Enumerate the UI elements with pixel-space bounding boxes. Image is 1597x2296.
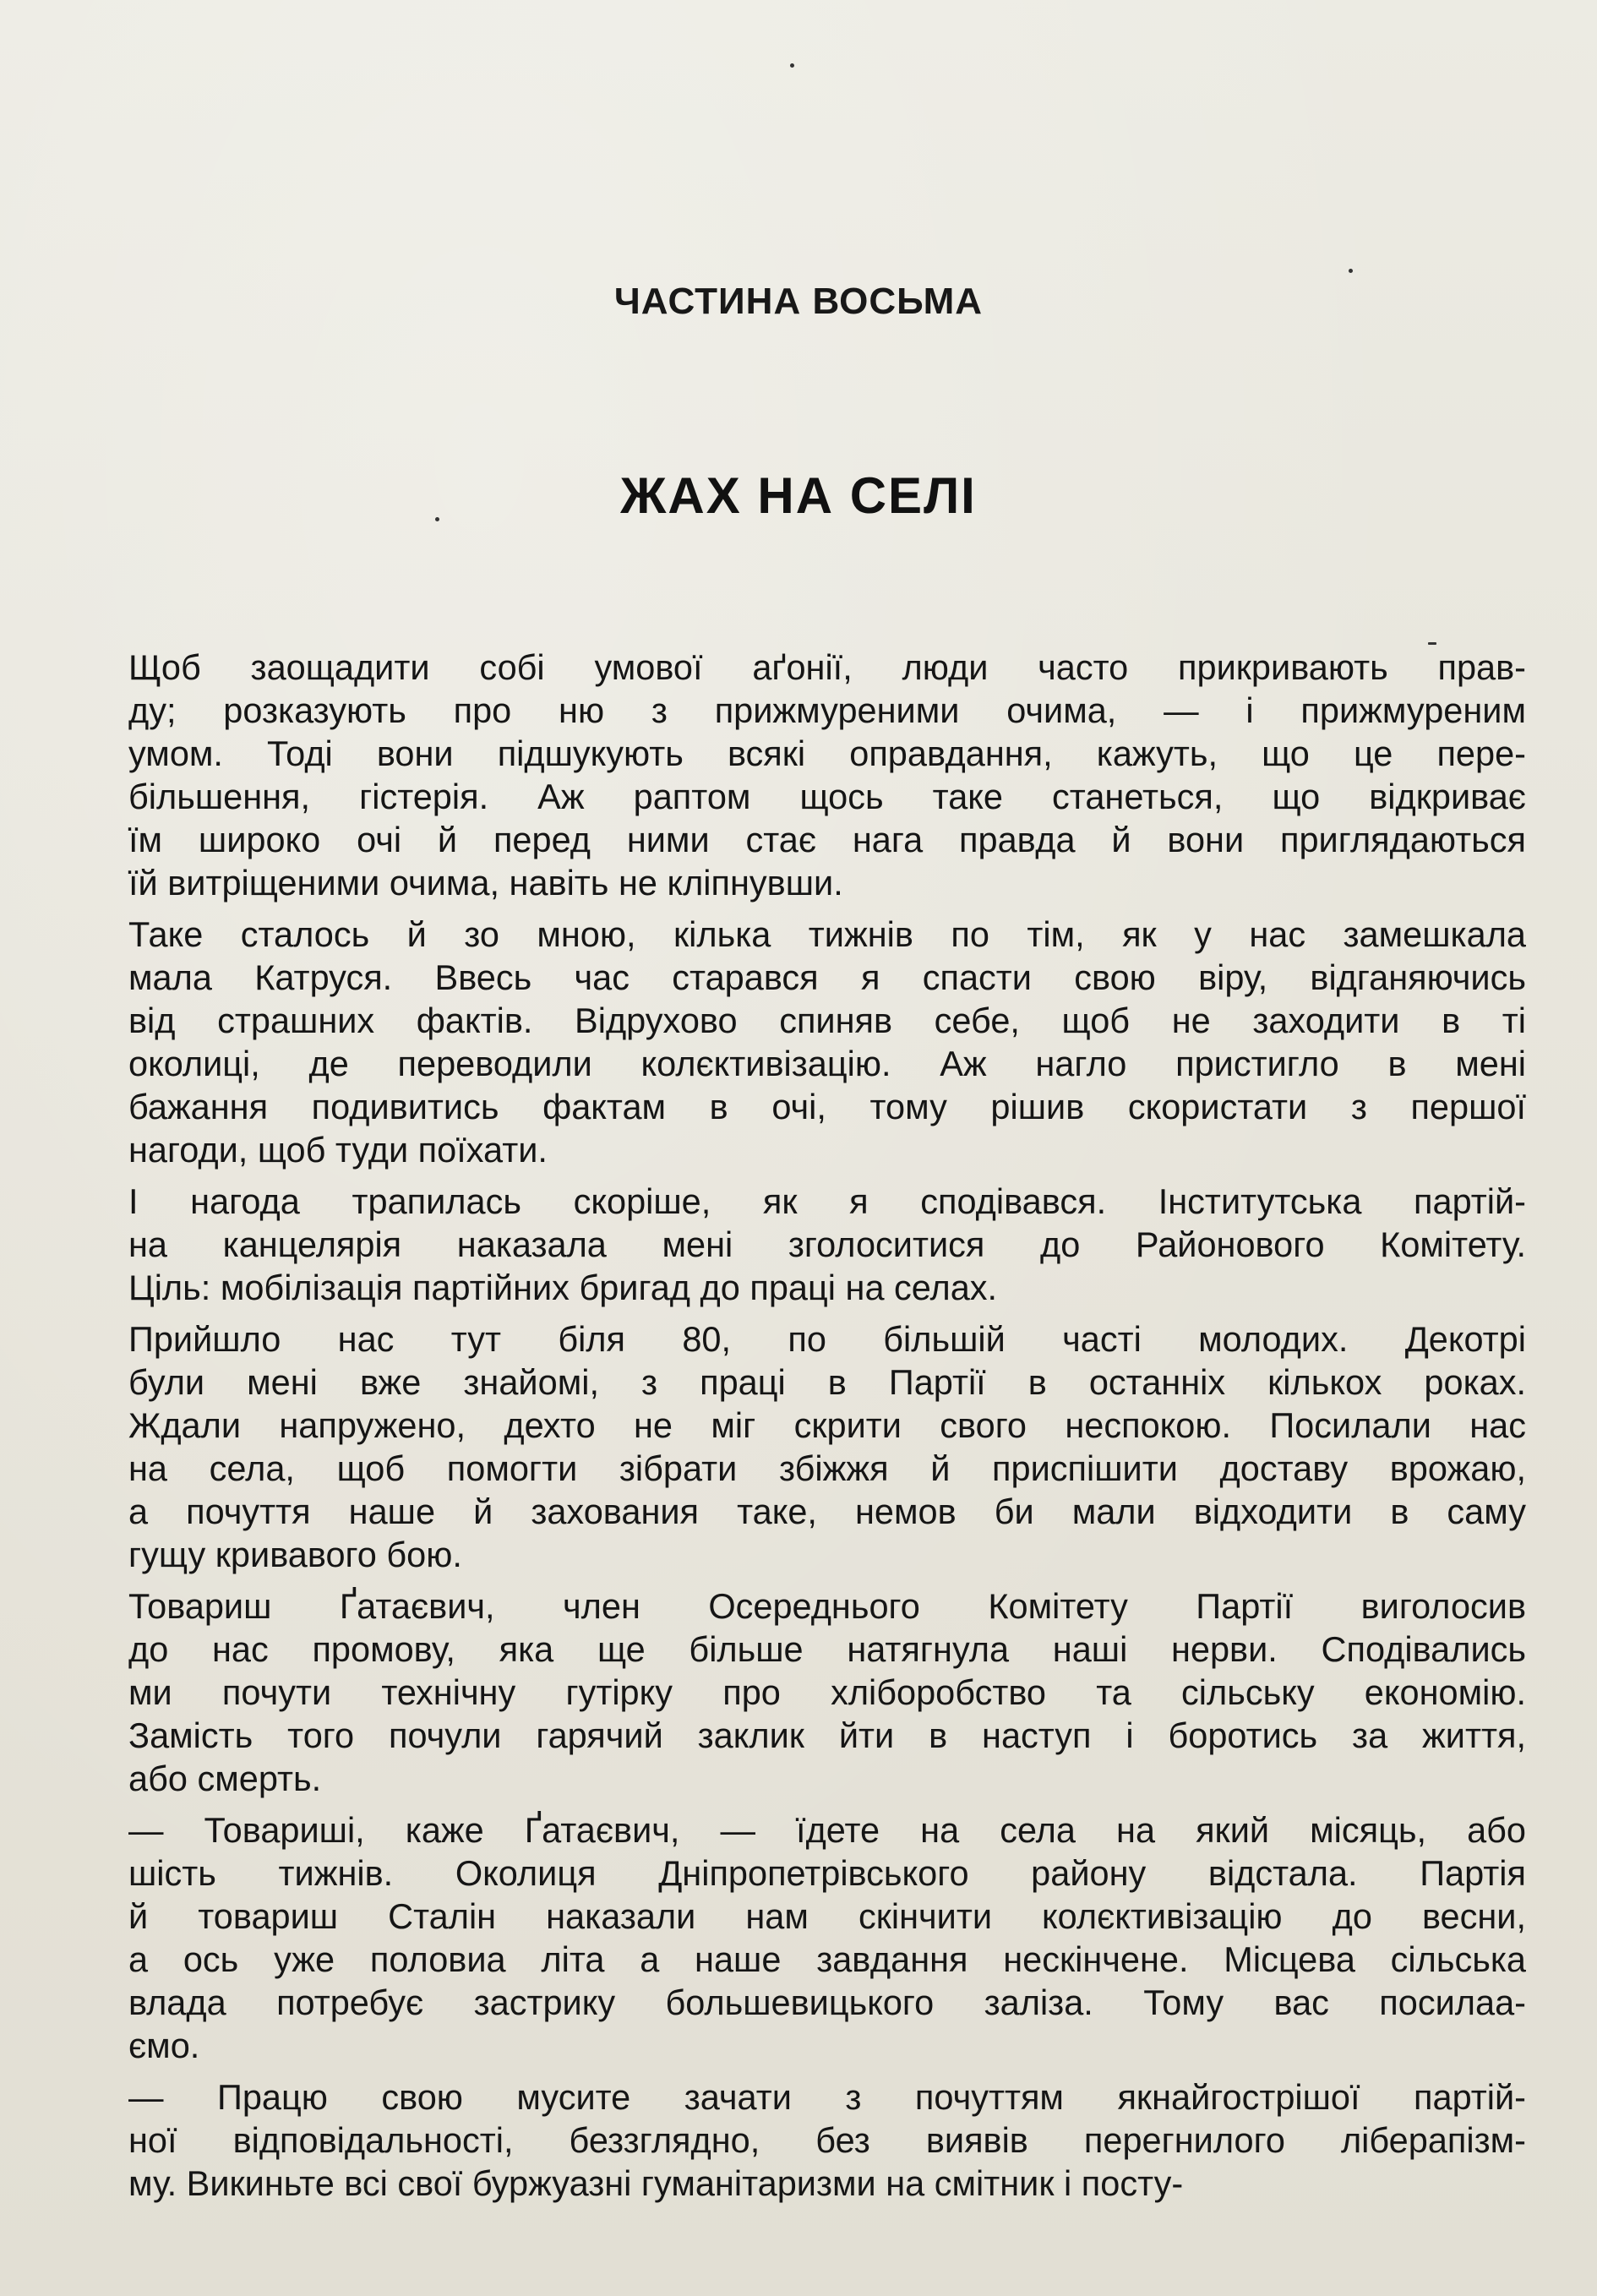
paragraph	[128, 2075, 1526, 2205]
paragraph	[128, 646, 1526, 904]
text-line: шість тижнів. Околиця Дніпропетрівського району відстала. Партія	[128, 1853, 1526, 1893]
text-line: а почуття наше й захования таке, немов би мали відходити в саму	[128, 1492, 1526, 1531]
print-speck	[790, 63, 794, 68]
text-line: їй витріщеними очима, навіть не кліпнувши.	[128, 863, 843, 903]
text-line: на канцелярія наказала мені зголоситися до Районового Комітету.	[128, 1224, 1526, 1264]
text-line: їм широко очі й перед ними стає нага правда й вони приглядаються	[128, 820, 1526, 859]
paragraph	[128, 1317, 1526, 1576]
text-line: гущу кривавого бою.	[128, 1535, 462, 1574]
text-line: Ціль: мобілізація партійних бригад до праці на селах.	[128, 1268, 998, 1307]
text-line: більшення, гістерія. Аж раптом щось таке станеться, що відкриває	[128, 777, 1526, 816]
text-line: ємо.	[128, 2026, 200, 2065]
text-line: були мені вже знайомі, з праці в Партії в останніх кількох роках.	[128, 1362, 1526, 1402]
chapter-title: ЖАХ НА СЕЛІ	[620, 467, 977, 524]
text-line: бажання подивитись фактам в очі, тому рішив скористати з першої	[128, 1087, 1526, 1126]
text-line: Прийшло нас тут біля 80, по більшій часті молодих. Декотрі	[128, 1319, 1526, 1359]
body-text	[128, 646, 1526, 2205]
paragraph	[128, 1584, 1526, 1800]
text-line: й товариш Сталін наказали нам скінчити колєктивізацію до весни,	[128, 1896, 1526, 1936]
text-line: від страшних фактів. Відрухово спиняв себе, щоб не заходити в ті	[128, 1001, 1526, 1040]
text-line: ної відповідальності, беззглядно, без виявів перегнилого ліберапізм-	[128, 2120, 1526, 2160]
paragraph	[128, 913, 1526, 1171]
print-speck	[1349, 269, 1353, 273]
paragraph	[128, 1180, 1526, 1309]
text-line: а ось уже половиа літа а наше завдання нескінчене. Місцева сільська	[128, 1939, 1526, 1979]
text-line: або смерть.	[128, 1759, 322, 1798]
text-line: нагоди, щоб туди поїхати.	[128, 1130, 548, 1170]
paragraph	[128, 1808, 1526, 2067]
text-line: Таке сталось й зо мною, кілька тижнів по тім, як у нас замешкала	[128, 914, 1526, 954]
text-line: до нас промову, яка ще більше натягнула наші нерви. Сподівались	[128, 1629, 1526, 1669]
text-line: умом. Тоді вони підшукують всякі оправдання, кажуть, що це пере-	[128, 734, 1526, 773]
text-line: Товариш Ґатаєвич, член Осереднього Комітету Партії виголосив	[128, 1586, 1526, 1626]
text-line: на села, щоб помогти зібрати збіжжя й приспішити доставу врожаю,	[128, 1448, 1526, 1488]
text-line: — Працю свою мусите зачати з почуттям якнайгострішої партій-	[128, 2077, 1526, 2117]
text-line: влада потребує застрику большевицького заліза. Тому вас посилаа-	[128, 1982, 1526, 2022]
print-speck	[435, 517, 439, 521]
text-line: ми почути технічну гутірку про хліборобство та сільську економію.	[128, 1672, 1526, 1712]
print-speck	[1428, 642, 1436, 645]
text-line: му. Викиньте всі свої буржуазні гуманітаризми на смітник і посту-	[128, 2163, 1184, 2203]
text-line: Щоб заощадити собі умової аґонії, люди часто прикривають прав-	[128, 647, 1526, 687]
text-line: — Товариші, каже Ґатаєвич, — їдете на села на який місяць, або	[128, 1810, 1526, 1850]
text-line: околиці, де переводили колєктивізацію. Аж нагло пристигло в мені	[128, 1044, 1526, 1083]
text-line: Замість того почули гарячий заклик йти в наступ і боротись за життя,	[128, 1715, 1526, 1755]
text-line: І нагода трапилась скоріше, як я сподівався. Інститутська партій-	[128, 1181, 1526, 1221]
text-line: Ждали напружено, дехто не міг скрити свого неспокою. Посилали нас	[128, 1405, 1526, 1445]
section-heading: ЧАСТИНА ВОСЬМА	[613, 281, 984, 322]
text-line: мала Катруся. Ввесь час старався я спасти свою віру, відганяючись	[128, 957, 1526, 997]
text-line: ду; розказують про ню з прижмуреними очима, — і прижмуреним	[128, 690, 1526, 730]
